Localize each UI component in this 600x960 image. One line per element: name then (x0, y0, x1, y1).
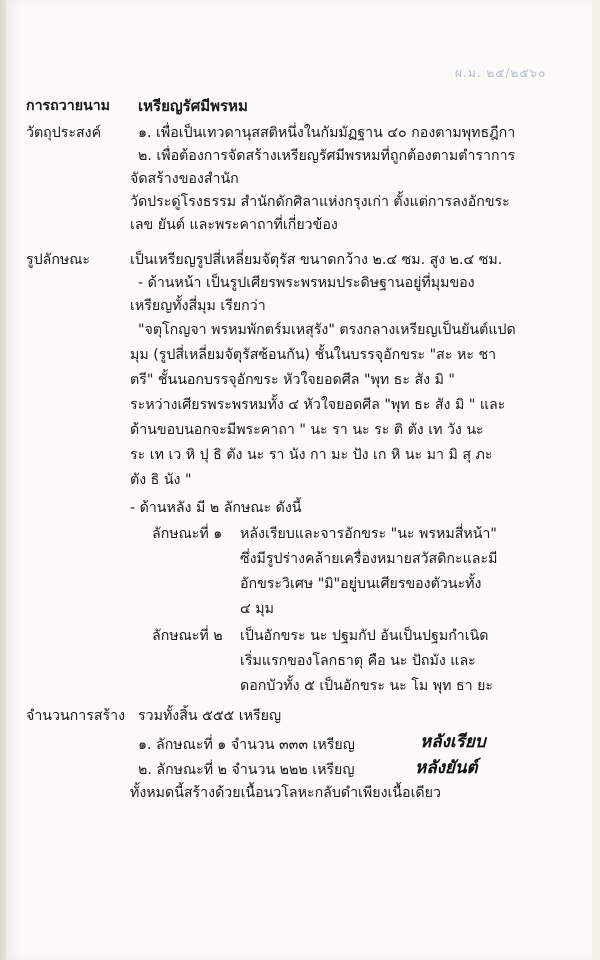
appearance-line: "จตุโกญจา พรหมพักตร์มเหสุรัง" ตรงกลางเหรียญเป็นยันต์แปด (138, 322, 516, 338)
appearance-line: เหรียญทั้งสี่มุม เรียกว่า (130, 298, 266, 314)
appearance-line: เป็นเหรียญรูปสี่เหลี่ยมจัตุรัส ขนาดกว้าง ๒.๔ ซม. สูง ๒.๔ ซม. (130, 252, 503, 268)
label-offering: การถวายนาม (26, 98, 111, 114)
appearance-line: - ด้านหน้า เป็นรูปเศียรพระพรหมประดิษฐานอยู่ที่มุมของ (138, 275, 475, 291)
label-purpose: วัตถุประสงค์ (26, 125, 102, 141)
count-line: ๑. ลักษณะที่ ๑ จำนวน ๓๓๓ เหรียญ (138, 737, 355, 753)
document-title: เหรียญรัศมีพรหม (138, 97, 248, 115)
form1-line: ซึ่งมีรูปร่างคล้ายเครื่องหมายสวัสดิกะและมี (240, 551, 498, 567)
faded-header-text: ผ.ม. ๒๕/๒๕๖๐ (455, 66, 547, 80)
appearance-line: ตรี" ชั้นนอกบรรจุอักขระ หัวใจยอดศีล "พุท ธะ สัง มิ " (130, 372, 455, 388)
closing-line: ทั้งหมดนี้สร้างด้วยเนื้อนวโลหะกลับดำเพียงเนื้อเดียว (130, 785, 441, 801)
appearance-line: ระหว่างเศียรพระพรหมทั้ง ๔ หัวใจยอดศีล "พุท ธะ สัง มิ " และ (130, 397, 506, 413)
form2-line: เริ่มแรกของโลกธาตุ คือ นะ ปัถมัง และ (240, 653, 476, 669)
appearance-line: ตัง ธิ นัง " (130, 472, 192, 488)
purpose-line: ๒. เพื่อต้องการจัดสร้างเหรียญรัศมีพรหมที่ถูกต้องตามตำราการ (138, 148, 516, 164)
handwritten-note: หลังยันต์ (415, 758, 478, 778)
purpose-line: ๑. เพื่อเป็นเทวดานุสสติหนึ่งในกัมมัฏฐาน ๔๐ กองตามพุทธฎีกา (138, 125, 516, 141)
form1-label: ลักษณะที่ ๑ (152, 526, 223, 542)
back-side-intro: - ด้านหลัง มี ๒ ลักษณะ ดังนี้ (130, 500, 302, 516)
purpose-line: จัดสร้างของสำนัก (130, 171, 239, 187)
form2-line: เป็นอักขระ นะ ปฐมกัป อันเป็นปฐมกำเนิด (240, 628, 489, 644)
purpose-line: วัดประดู่โรงธรรม สำนักดักศิลาแห่งกรุงเก่า ตั้งแต่การลงอักขระ (130, 194, 510, 210)
appearance-line: ระ เท เว หิ ปุ ธิ ตัง นะ รา นัง กา มะ ปัง เก หิ นะ มา มิ สุ ภะ (130, 447, 493, 463)
label-quantity: จำนวนการสร้าง (26, 708, 125, 724)
form1-line: หลังเรียบและจารอักขระ "นะ พรหมสี่หน้า" (240, 526, 497, 542)
form1-line: ๔ มุม (240, 601, 274, 617)
document-page (6, 0, 592, 960)
count-line: ๒. ลักษณะที่ ๒ จำนวน ๒๒๒ เหรียญ (138, 762, 355, 778)
form2-line: ดอกบัวทั้ง ๕ เป็นอักขระ นะ โม พุท ธา ยะ (240, 678, 494, 694)
form2-label: ลักษณะที่ ๒ (152, 628, 223, 644)
form1-line: อักขระวิเศษ "มิ"อยู่บนเศียรของตัวนะทั้ง (240, 576, 482, 592)
label-appearance: รูปลักษณะ (26, 252, 91, 268)
appearance-line: มุม (รูปสี่เหลี่ยมจัตุรัสซ้อนกัน) ชั้นในบรรจุอักขระ "สะ หะ ชา (130, 347, 497, 363)
total-line: รวมทั้งสิ้น ๕๕๕ เหรียญ (138, 708, 282, 724)
purpose-line: เลข ยันต์ และพระคาถาที่เกี่ยวข้อง (130, 217, 338, 233)
appearance-line: ด้านขอบนอกจะมีพระคาถา " นะ รา นะ ระ ติ ตัง เท วัง นะ (130, 422, 484, 438)
handwritten-note: หลังเรียบ (420, 732, 486, 752)
